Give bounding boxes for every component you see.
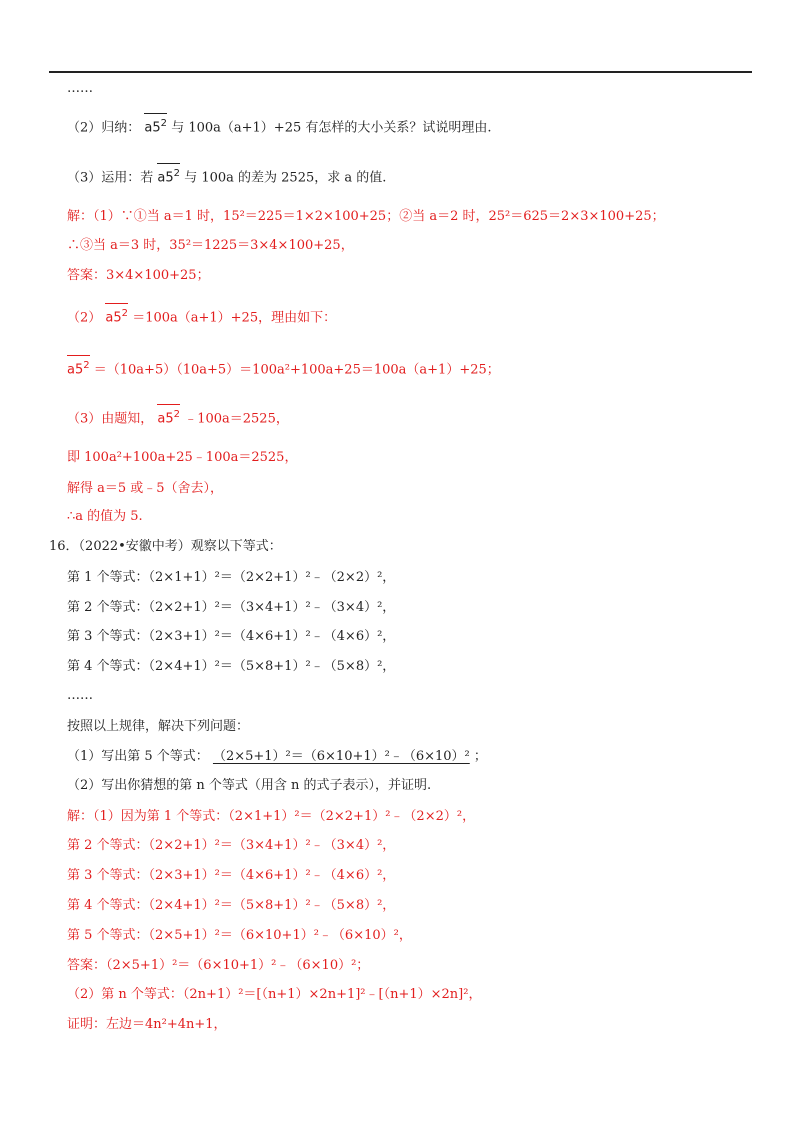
- solution-16-line-5: 第 5 个等式：（2×5+1）²＝（6×10+1）²﹣（6×10）²，: [67, 928, 412, 943]
- solution-line-4: [67, 355, 500, 379]
- part-1-prefix: （1）写出第 5 个等式：: [67, 749, 209, 764]
- solution-line-6: 即 100a²+100a+25﹣100a＝2525，: [67, 450, 298, 465]
- question-3-prefix: （3）运用：若: [67, 170, 154, 186]
- equation-3: 第 3 个等式：（2×3+1）²＝（4×6+1）²﹣（4×6）²，: [67, 629, 396, 644]
- overline-a5-squared: $a5^2$: [157, 163, 180, 187]
- solution-line-8: ∴a 的值为 5.: [67, 509, 143, 524]
- question-3-suffix: 与 100a 的差为 2525，求 a 的值.: [184, 170, 387, 186]
- overline-a5-squared: $a5^2$: [67, 355, 90, 379]
- overline-a5-squared: $a5^2$: [105, 303, 128, 327]
- equation-2: 第 2 个等式：（2×2+1）²＝（3×4+1）²﹣（3×4）²，: [67, 600, 396, 615]
- answer-line-1: 答案：3×4×100+25；: [67, 268, 210, 283]
- part-1-line: [67, 748, 487, 766]
- solution-3-suffix: ＝100a（a+1）+25，理由如下：: [132, 310, 337, 326]
- solution-line-3: [67, 303, 336, 327]
- question-16-title: 16．（2022•安徽中考）观察以下等式：: [49, 539, 282, 554]
- question-2-prefix: （2）归纳：: [67, 120, 141, 136]
- overline-a5-squared: $a5^2$: [157, 404, 180, 428]
- ellipsis-top: ……: [67, 81, 93, 96]
- equation-4: 第 4 个等式：（2×4+1）²＝（5×8+1）²﹣（5×8）²，: [67, 659, 396, 674]
- solution-16-answer: 答案：（2×5+1）²＝（6×10+1）²﹣（6×10）²；: [67, 958, 370, 973]
- solution-line-5: [67, 404, 289, 428]
- part-2-line: （2）写出你猜想的第 n 个等式（用含 n 的式子表示），并证明.: [67, 778, 432, 793]
- question-2-line: [67, 113, 492, 137]
- overline-a5-squared: $a5^2$: [144, 113, 167, 137]
- header-rule: [49, 71, 752, 73]
- solution-line-1: 解：（1）∵①当 a＝1 时，15²＝225＝1×2×100+25；②当 a＝2 时，25²＝625＝2×3×100+25；: [67, 209, 665, 224]
- instructions: 按照以上规律，解决下列问题：: [67, 719, 250, 734]
- solution-line-2: ∴③当 a＝3 时，35²＝1225＝3×4×100+25，: [67, 238, 354, 253]
- solution-16-line-2: 第 2 个等式：（2×2+1）²＝（3×4+1）²﹣（3×4）²，: [67, 838, 396, 853]
- part-1-end: ；: [473, 749, 487, 764]
- solution-5-prefix: （3）由题知，: [67, 411, 154, 427]
- solution-4-suffix: ＝（10a+5）（10a+5）＝100a²+100a+25＝100a（a+1）+25；: [93, 362, 500, 378]
- equation-1: 第 1 个等式：（2×1+1）²＝（2×2+1）²﹣（2×2）²，: [67, 570, 396, 585]
- solution-16-line-4: 第 4 个等式：（2×4+1）²＝（5×8+1）²﹣（5×8）²，: [67, 898, 396, 913]
- solution-16-line-3: 第 3 个等式：（2×3+1）²＝（4×6+1）²﹣（4×6）²，: [67, 868, 396, 883]
- solution-16-line-1: 解：（1）因为第 1 个等式：（2×1+1）²＝（2×2+1）²﹣（2×2）²，: [67, 809, 476, 824]
- solution-3-prefix: （2）: [67, 310, 102, 326]
- solution-16-proof: 证明：左边＝4n²+4n+1，: [67, 1017, 227, 1032]
- question-2-suffix: 与 100a（a+1）+25 有怎样的大小关系？试说明理由.: [171, 120, 492, 136]
- question-3-line: [67, 163, 386, 187]
- solution-line-7: 解得 a＝5 或﹣5（舍去），: [67, 481, 224, 496]
- solution-5-suffix: ﹣100a＝2525，: [184, 411, 289, 427]
- ellipsis-middle: ……: [67, 688, 93, 703]
- part-1-answer-blank: （2×5+1）²＝（6×10+1）²﹣（6×10）²: [212, 749, 470, 764]
- solution-16-line-7: （2）第 n 个等式：（2n+1）²＝[（n+1）×2n+1]²﹣[（n+1）×2n]²，: [67, 987, 482, 1002]
